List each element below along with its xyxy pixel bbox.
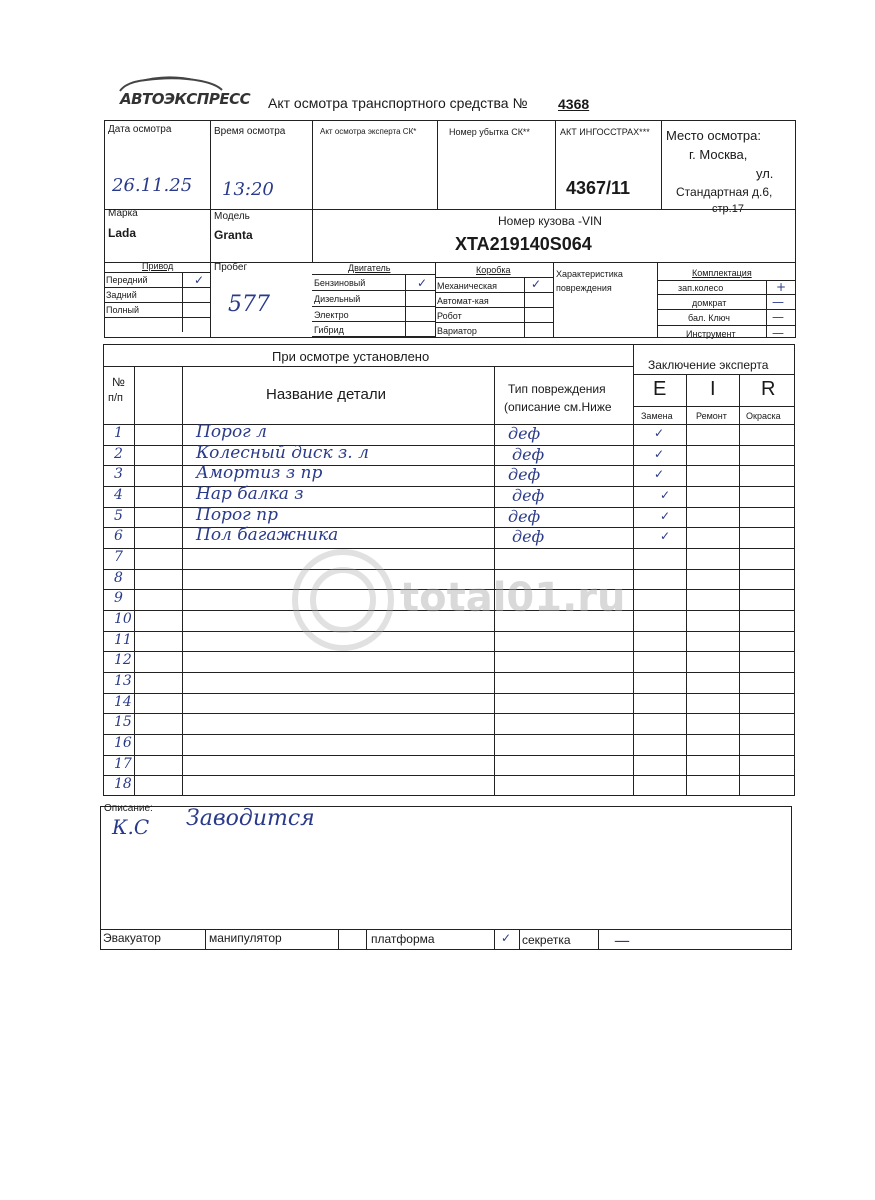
watermark [288,545,626,655]
row-number: 8 [114,570,123,586]
col-damage-label-2: (описание см.Ниже [504,400,612,414]
watermark-text: total01.ru [400,575,626,621]
inspection-time-label: Время осмотра [214,126,286,137]
tow-row [100,929,792,950]
mileage-value: 577 [228,292,270,317]
place-label: Место осмотра: [666,128,761,143]
expert-act-label: Акт осмотра эксперта СК* [320,127,417,136]
row-divider [103,755,795,756]
equipment-mark: — [772,310,784,324]
brand-label: Марка [108,208,138,219]
row-number: 9 [114,590,123,606]
equipment-mark: — [772,295,784,309]
title-text: Акт осмотра транспортного средства № [268,95,528,111]
platform-label: платформа [371,932,435,946]
inspection-date-value: 26.11.25 [112,175,193,196]
drive-check-mark: ✓ [194,273,205,287]
engine-option: Электро [314,310,349,320]
equipment-mark: — [772,326,784,340]
platform-check-mark: ✓ [501,931,512,945]
description-prefix: К.С [112,815,150,839]
equipment-label: Комплектация [692,268,752,278]
col-damage-label: Тип повреждения [508,382,606,396]
drive-option: Передний [106,275,148,285]
row-number: 12 [114,652,132,668]
row-number: 14 [114,694,132,710]
gearbox-option: Робот [437,311,462,321]
row-number: 13 [114,673,132,689]
drive-label: Привод [142,261,174,271]
description-label: Описание: [104,803,153,814]
sub-repair-label: Ремонт [696,411,727,421]
company-logo [110,72,251,112]
watermark-logo-icon [288,545,398,655]
document-title [268,95,527,111]
row-number: 17 [114,756,132,772]
row-number: 5 [114,508,123,524]
secret-label: секретка [522,933,571,947]
findings-section-title: При осмотре установлено [272,349,430,364]
ingos-act-value: 4367/11 [566,178,631,198]
row-number: 2 [114,446,123,462]
act-number: 4368 [558,96,590,112]
damage-type: деф [508,424,541,443]
part-name: Нар балка з [196,484,304,504]
mileage-label: Пробег [214,262,248,273]
row-number: 6 [114,528,123,544]
model-value: Granta [214,228,253,242]
gearbox-option: Механическая [437,281,498,291]
equipment-item: домкрат [692,298,727,308]
place-line2: ул. [756,166,774,181]
vin-label: Номер кузова -VIN [498,214,602,228]
row-number: 10 [114,611,132,627]
col-i-label: I [710,378,716,400]
manipulator-label: манипулятор [209,931,282,945]
replace-check-mark: ✓ [654,467,665,481]
row-number: 7 [114,549,123,565]
col-e-label: E [653,378,667,400]
sub-replace-label: Замена [641,411,673,421]
damage-type: деф [512,486,545,505]
engine-option: Дизельный [314,294,361,304]
row-divider [103,713,795,714]
damage-type: деф [508,465,541,484]
replace-check-mark: ✓ [660,488,671,502]
damage-char-label: Характеристика повреждения [556,269,623,293]
row-number: 16 [114,735,132,751]
damage-type: деф [512,445,545,464]
equipment-item: Инструмент [686,329,736,339]
col-r-label: R [761,378,776,400]
row-number: 18 [114,776,132,792]
gearbox-label: Коробка [476,265,511,275]
conclusion-title: Заключение эксперта [648,358,769,372]
sub-paint-label: Окраска [746,411,781,421]
replace-check-mark: ✓ [660,529,671,543]
brand-value: Lada [108,226,137,240]
engine-label: Двигатель [348,263,391,273]
gearbox-check-mark: ✓ [531,277,542,291]
replace-check-mark: ✓ [660,509,671,523]
place-line1: г. Москва, [689,147,748,162]
row-number: 11 [114,632,132,648]
col-part-label: Название детали [266,386,386,403]
ingos-act-label: АКТ ИНГОССТРАХ*** [560,127,650,137]
engine-option: Гибрид [314,325,344,335]
model-label: Модель [214,211,250,222]
place-line3: Стандартная д.6, [676,185,773,199]
part-name: Пол багажника [196,525,339,545]
secret-mark: — [614,931,630,950]
equipment-item: зап.колесо [678,283,724,293]
row-divider [103,672,795,673]
damage-type: деф [508,507,541,526]
drive-option: Задний [106,290,137,300]
row-divider [103,734,795,735]
part-name: Колесный диск з. л [196,443,369,463]
part-name: Порог пр [196,505,279,525]
inspection-date-label: Дата осмотра [108,124,172,135]
equipment-mark: + [776,280,787,294]
gearbox-option: Вариатор [437,326,477,336]
row-number: 3 [114,466,123,482]
gearbox-option: Автомат-кая [437,296,489,306]
row-divider [103,693,795,694]
loss-number-label: Номер убытка СК** [449,127,530,137]
engine-check-mark: ✓ [417,276,428,290]
engine-option: Бензиновый [314,278,366,288]
col-num-label: № [112,375,125,389]
damage-type: деф [512,527,545,546]
part-name: Амортиз з пр [196,463,323,483]
description-text: Заводится [186,806,315,831]
tow-label: Эвакуатор [103,931,161,945]
replace-check-mark: ✓ [654,447,665,461]
vin-value: XTA219140S064 [455,234,592,254]
row-number: 1 [114,425,123,441]
row-number: 4 [114,487,123,503]
row-number: 15 [114,714,132,730]
col-num-label-2: п/п [108,392,123,404]
part-name: Порог л [196,422,267,442]
replace-check-mark: ✓ [654,426,665,440]
drive-option: Полный [106,305,139,315]
place-line4: стр.17 [712,203,744,215]
inspection-time-value: 13:20 [222,179,274,200]
equipment-item: бал. Ключ [688,313,730,323]
row-divider [103,775,795,776]
logo-text: АВТОЭКСПРЕСС [120,90,251,108]
